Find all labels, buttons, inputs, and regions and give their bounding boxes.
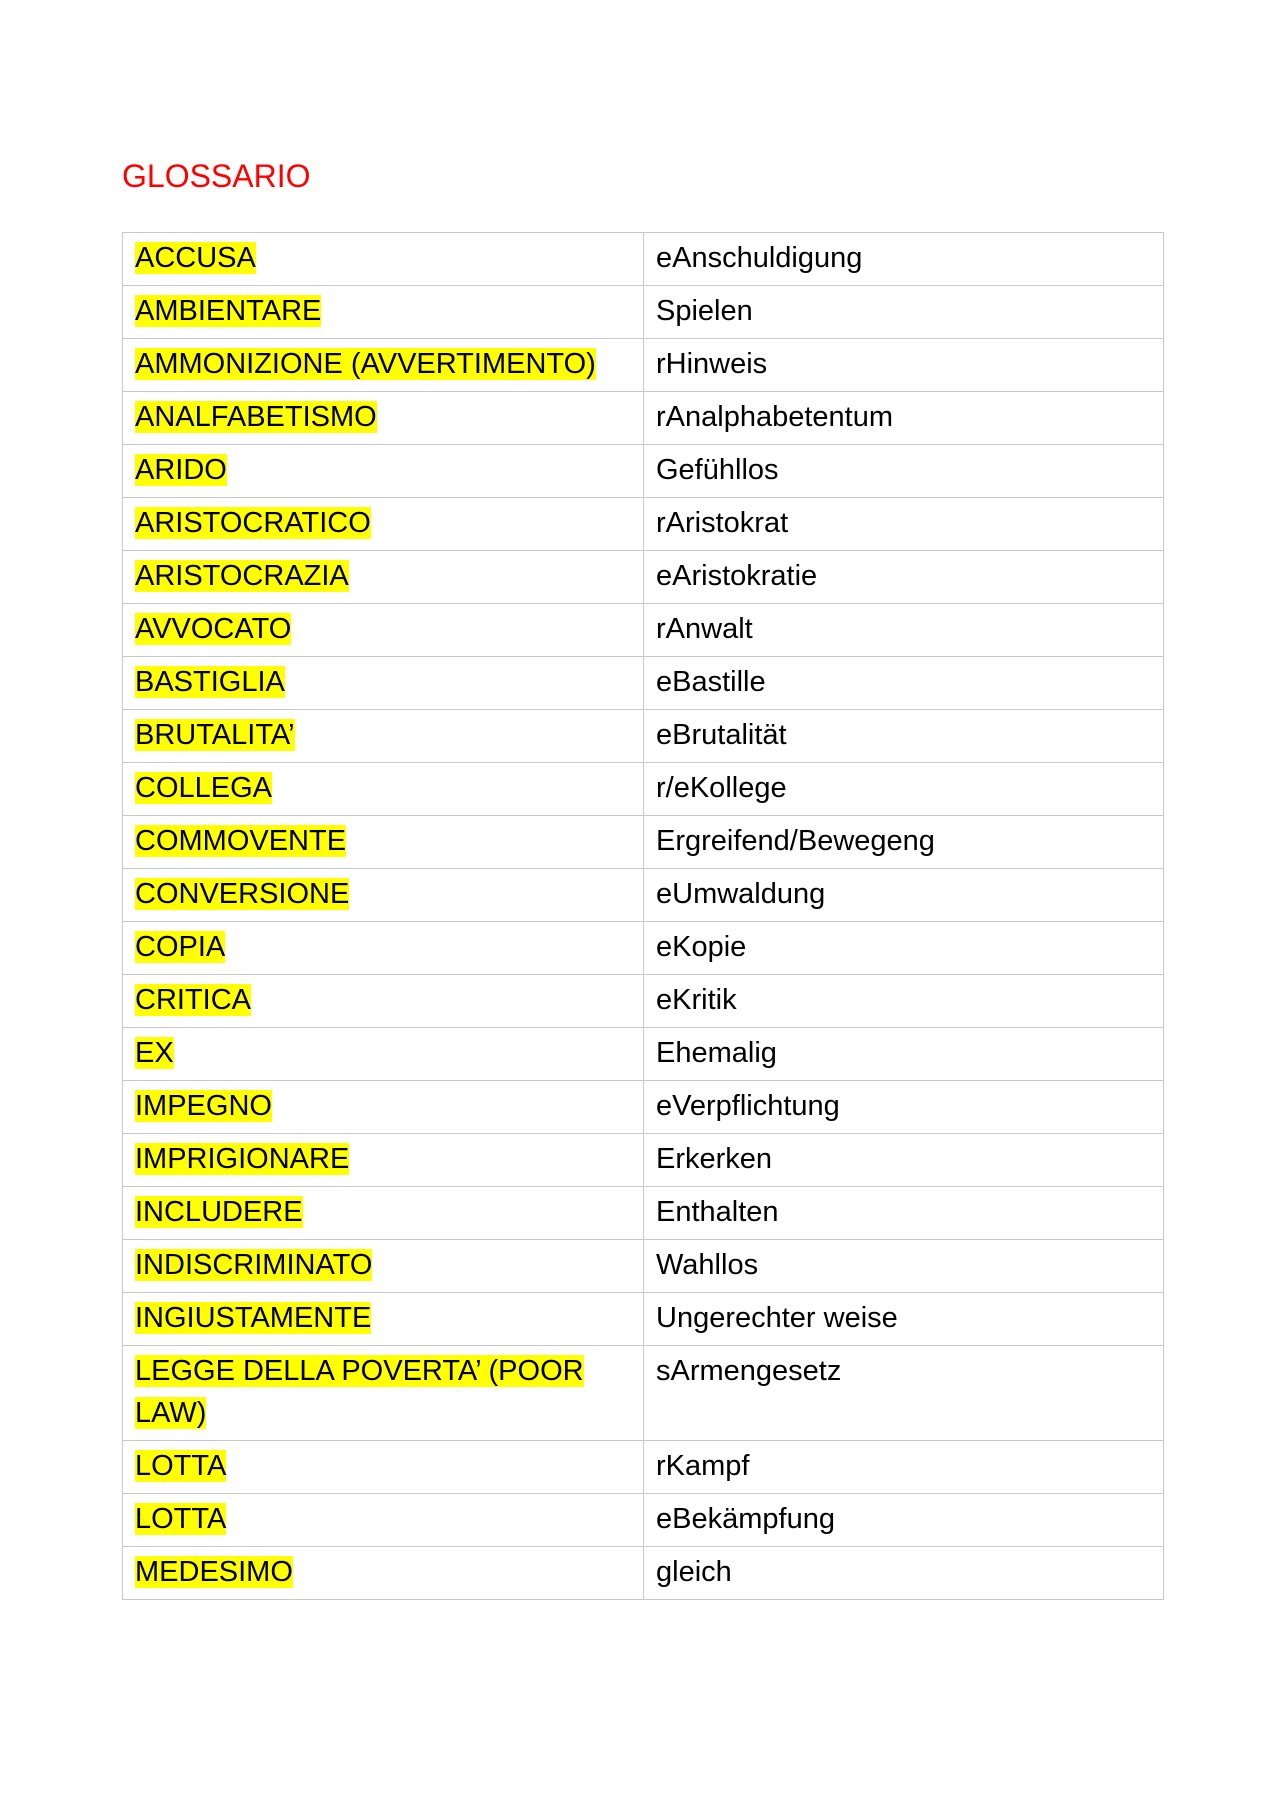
- german-translation: Wahllos: [644, 1240, 1164, 1293]
- table-row: [123, 286, 1164, 339]
- german-translation: Gefühllos: [644, 445, 1164, 498]
- italian-term: AVVOCATO: [135, 613, 292, 645]
- italian-term: LOTTA: [135, 1503, 227, 1535]
- italian-term-cell: [123, 1346, 644, 1441]
- italian-term-cell: [123, 1547, 644, 1600]
- table-row: [123, 1346, 1164, 1441]
- german-translation: Ungerechter weise: [644, 1293, 1164, 1346]
- german-translation: Ehemalig: [644, 1028, 1164, 1081]
- italian-term: LEGGE DELLA POVERTA’ (POOR LAW): [135, 1355, 584, 1429]
- italian-term-cell: [123, 339, 644, 392]
- german-translation: rHinweis: [644, 339, 1164, 392]
- italian-term-cell: [123, 445, 644, 498]
- italian-term-cell: [123, 710, 644, 763]
- italian-term: ANALFABETISMO: [135, 401, 377, 433]
- table-row: [123, 1134, 1164, 1187]
- italian-term-cell: [123, 1028, 644, 1081]
- italian-term: CRITICA: [135, 984, 251, 1016]
- german-translation: eKopie: [644, 922, 1164, 975]
- german-translation: rAnwalt: [644, 604, 1164, 657]
- italian-term-cell: [123, 498, 644, 551]
- italian-term-cell: [123, 816, 644, 869]
- table-row: [123, 1187, 1164, 1240]
- german-translation: eVerpflichtung: [644, 1081, 1164, 1134]
- table-row: [123, 604, 1164, 657]
- italian-term: CONVERSIONE: [135, 878, 350, 910]
- table-row: [123, 657, 1164, 710]
- table-row: [123, 1293, 1164, 1346]
- table-row: [123, 551, 1164, 604]
- italian-term-cell: [123, 1240, 644, 1293]
- italian-term: BRUTALITA’: [135, 719, 295, 751]
- table-row: [123, 816, 1164, 869]
- german-translation: Ergreifend/Bewegeng: [644, 816, 1164, 869]
- italian-term-cell: [123, 551, 644, 604]
- italian-term-cell: [123, 1293, 644, 1346]
- italian-term: COLLEGA: [135, 772, 272, 804]
- table-row: [123, 445, 1164, 498]
- italian-term-cell: [123, 1494, 644, 1547]
- table-row: [123, 1240, 1164, 1293]
- german-translation: eKritik: [644, 975, 1164, 1028]
- table-row: [123, 922, 1164, 975]
- table-row: [123, 975, 1164, 1028]
- table-row: [123, 233, 1164, 286]
- italian-term: IMPEGNO: [135, 1090, 272, 1122]
- table-row: [123, 1028, 1164, 1081]
- german-translation: r/eKollege: [644, 763, 1164, 816]
- glossary-table-body: [123, 233, 1164, 1600]
- italian-term: INDISCRIMINATO: [135, 1249, 373, 1281]
- table-row: [123, 1081, 1164, 1134]
- italian-term: IMPRIGIONARE: [135, 1143, 350, 1175]
- german-translation: rKampf: [644, 1441, 1164, 1494]
- italian-term-cell: [123, 975, 644, 1028]
- italian-term: AMBIENTARE: [135, 295, 322, 327]
- table-row: [123, 498, 1164, 551]
- italian-term: ARISTOCRAZIA: [135, 560, 349, 592]
- italian-term: MEDESIMO: [135, 1556, 293, 1588]
- german-translation: gleich: [644, 1547, 1164, 1600]
- italian-term: COPIA: [135, 931, 226, 963]
- italian-term-cell: [123, 922, 644, 975]
- italian-term: BASTIGLIA: [135, 666, 285, 698]
- table-row: [123, 1494, 1164, 1547]
- german-translation: eBrutalität: [644, 710, 1164, 763]
- table-row: [123, 869, 1164, 922]
- italian-term-cell: [123, 763, 644, 816]
- table-row: [123, 339, 1164, 392]
- italian-term: EX: [135, 1037, 174, 1069]
- italian-term-cell: [123, 1134, 644, 1187]
- german-translation: sArmengesetz: [644, 1346, 1164, 1441]
- german-translation: rAnalphabetentum: [644, 392, 1164, 445]
- italian-term: ARISTOCRATICO: [135, 507, 371, 539]
- italian-term-cell: [123, 604, 644, 657]
- german-translation: Enthalten: [644, 1187, 1164, 1240]
- german-translation: eUmwaldung: [644, 869, 1164, 922]
- italian-term-cell: [123, 657, 644, 710]
- table-row: [123, 763, 1164, 816]
- italian-term-cell: [123, 1187, 644, 1240]
- german-translation: eAnschuldigung: [644, 233, 1164, 286]
- german-translation: Erkerken: [644, 1134, 1164, 1187]
- italian-term-cell: [123, 869, 644, 922]
- italian-term-cell: [123, 233, 644, 286]
- italian-term-cell: [123, 286, 644, 339]
- table-row: [123, 710, 1164, 763]
- italian-term: COMMOVENTE: [135, 825, 347, 857]
- german-translation: eBastille: [644, 657, 1164, 710]
- italian-term: AMMONIZIONE (AVVERTIMENTO): [135, 348, 596, 380]
- italian-term-cell: [123, 1441, 644, 1494]
- table-row: [123, 392, 1164, 445]
- italian-term: ACCUSA: [135, 242, 256, 274]
- italian-term: LOTTA: [135, 1450, 227, 1482]
- document-title: GLOSSARIO: [122, 158, 311, 194]
- german-translation: eBekämpfung: [644, 1494, 1164, 1547]
- italian-term-cell: [123, 1081, 644, 1134]
- german-translation: eAristokratie: [644, 551, 1164, 604]
- german-translation: rAristokrat: [644, 498, 1164, 551]
- glossary-table: [122, 232, 1164, 1600]
- italian-term: INCLUDERE: [135, 1196, 303, 1228]
- italian-term-cell: [123, 392, 644, 445]
- table-row: [123, 1441, 1164, 1494]
- german-translation: Spielen: [644, 286, 1164, 339]
- table-row: [123, 1547, 1164, 1600]
- italian-term: ARIDO: [135, 454, 227, 486]
- italian-term: INGIUSTAMENTE: [135, 1302, 372, 1334]
